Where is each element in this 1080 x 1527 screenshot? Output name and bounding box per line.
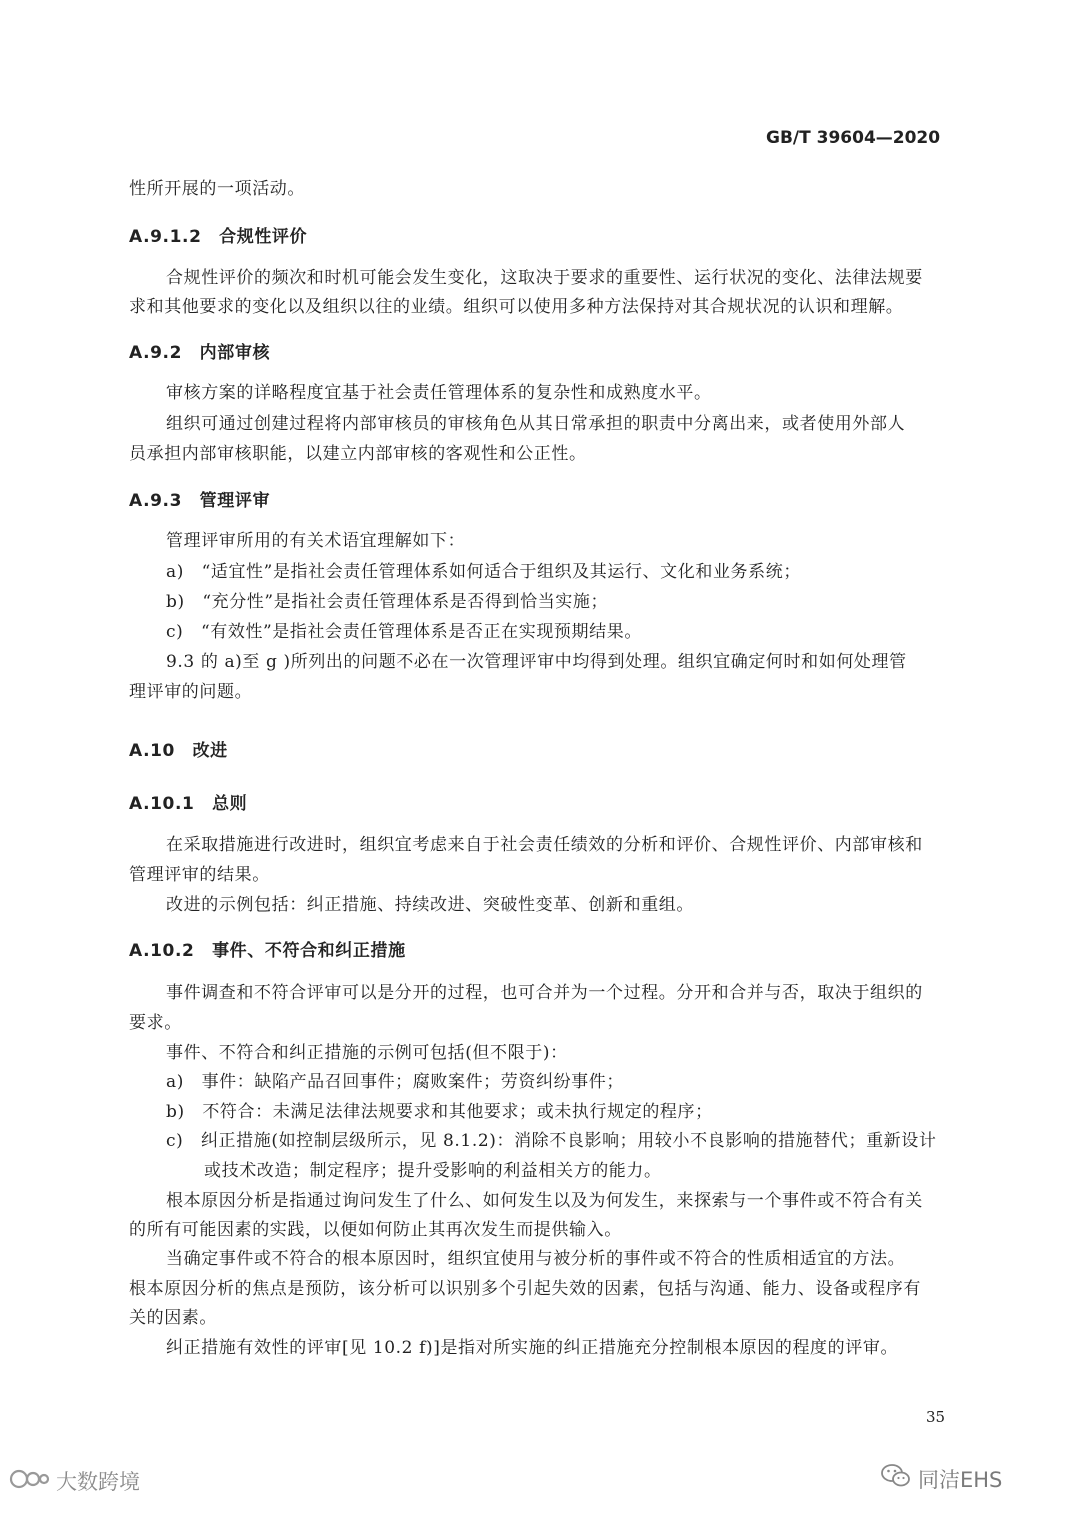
watermark-left-text: 大数跨境	[56, 1470, 140, 1494]
list-item: c) 纠正措施(如控制层级所示，见 8.1.2)：消除不良影响；用较小不良影响的措施替代；重新设计	[166, 1131, 937, 1151]
section-heading: A.9.3 管理评审	[129, 491, 271, 511]
section-heading: A.10 改进	[129, 741, 228, 761]
body-text: 性所开展的一项活动。	[129, 179, 305, 199]
body-text: 求和其他要求的变化以及组织以往的业绩。组织可以使用多种方法保持对其合规状况的认识和理解。	[129, 297, 904, 317]
standard-number: GB/T 39604—2020	[766, 128, 941, 148]
body-text: 在采取措施进行改进时，组织宜考虑来自于社会责任绩效的分析和评价、合规性评价、内部审核和	[166, 835, 923, 855]
list-item: a) “适宜性”是指社会责任管理体系如何适合于组织及其运行、文化和业务系统；	[166, 562, 801, 582]
body-text: 管理评审的结果。	[129, 865, 270, 885]
section-heading: A.10.2 事件、不符合和纠正措施	[129, 941, 406, 961]
body-text: 管理评审所用的有关术语宜理解如下：	[166, 531, 466, 551]
body-text: 事件、不符合和纠正措施的示例可包括(但不限于)：	[166, 1043, 568, 1063]
body-text: 审核方案的详略程度宜基于社会责任管理体系的复杂性和成熟度水平。	[166, 383, 712, 403]
body-text: 改进的示例包括：纠正措施、持续改进、突破性变革、创新和重组。	[166, 895, 694, 915]
section-heading: A.10.1 总则	[129, 794, 248, 814]
logo-icon	[8, 1467, 50, 1496]
body-text: 组织可通过创建过程将内部审核员的审核角色从其日常承担的职责中分离出来，或者使用外部人	[166, 414, 906, 434]
body-text: 9.3 的 a)至 g )所列出的问题不必在一次管理评审中均得到处理。组织宜确定何时和如何处理管	[166, 652, 907, 672]
body-text: 纠正措施有效性的评审[见 10.2 f)]是指对所实施的纠正措施充分控制根本原因的程度的评审。	[166, 1338, 899, 1358]
body-text: 的所有可能因素的实践，以便如何防止其再次发生而提供输入。	[129, 1220, 622, 1240]
list-item: b) “充分性”是指社会责任管理体系是否得到恰当实施；	[166, 592, 609, 612]
list-item: a) 事件：缺陷产品召回事件；腐败案件；劳资纠纷事件；	[166, 1072, 624, 1092]
list-item: b) 不符合：未满足法律法规要求和其他要求；或未执行规定的程序；	[166, 1102, 713, 1122]
watermark-right	[880, 1462, 1002, 1495]
list-item-continuation: 或技术改造；制定程序；提升受影响的利益相关方的能力。	[204, 1161, 662, 1181]
body-text: 事件调查和不符合评审可以是分开的过程，也可合并为一个过程。分开和合并与否，取决于组织的	[166, 983, 923, 1003]
body-text: 当确定事件或不符合的根本原因时，组织宜使用与被分析的事件或不符合的性质相适宜的方法。	[166, 1249, 906, 1269]
body-text: 合规性评价的频次和时机可能会发生变化，这取决于要求的重要性、运行状况的变化、法律法规要	[166, 268, 923, 288]
section-heading: A.9.2 内部审核	[129, 343, 271, 363]
section-heading: A.9.1.2 合规性评价	[129, 227, 308, 247]
body-text: 根本原因分析是指通过询问发生了什么、如何发生以及为何发生，来探索与一个事件或不符合有关	[166, 1191, 923, 1211]
page-number: 35	[926, 1408, 946, 1426]
watermark-left	[8, 1466, 140, 1496]
body-text: 员承担内部审核职能，以建立内部审核的客观性和公正性。	[129, 444, 587, 464]
body-text: 关的因素。	[129, 1308, 217, 1328]
body-text: 要求。	[129, 1013, 182, 1033]
body-text: 根本原因分析的焦点是预防，该分析可以识别多个引起失效的因素，包括与沟通、能力、设备或程序有	[129, 1279, 921, 1299]
wechat-icon	[880, 1462, 912, 1495]
body-text: 理评审的问题。	[129, 682, 253, 702]
list-item: c) “有效性”是指社会责任管理体系是否正在实现预期结果。	[166, 622, 642, 642]
watermark-right-text: 同洁EHS	[918, 1467, 1003, 1492]
